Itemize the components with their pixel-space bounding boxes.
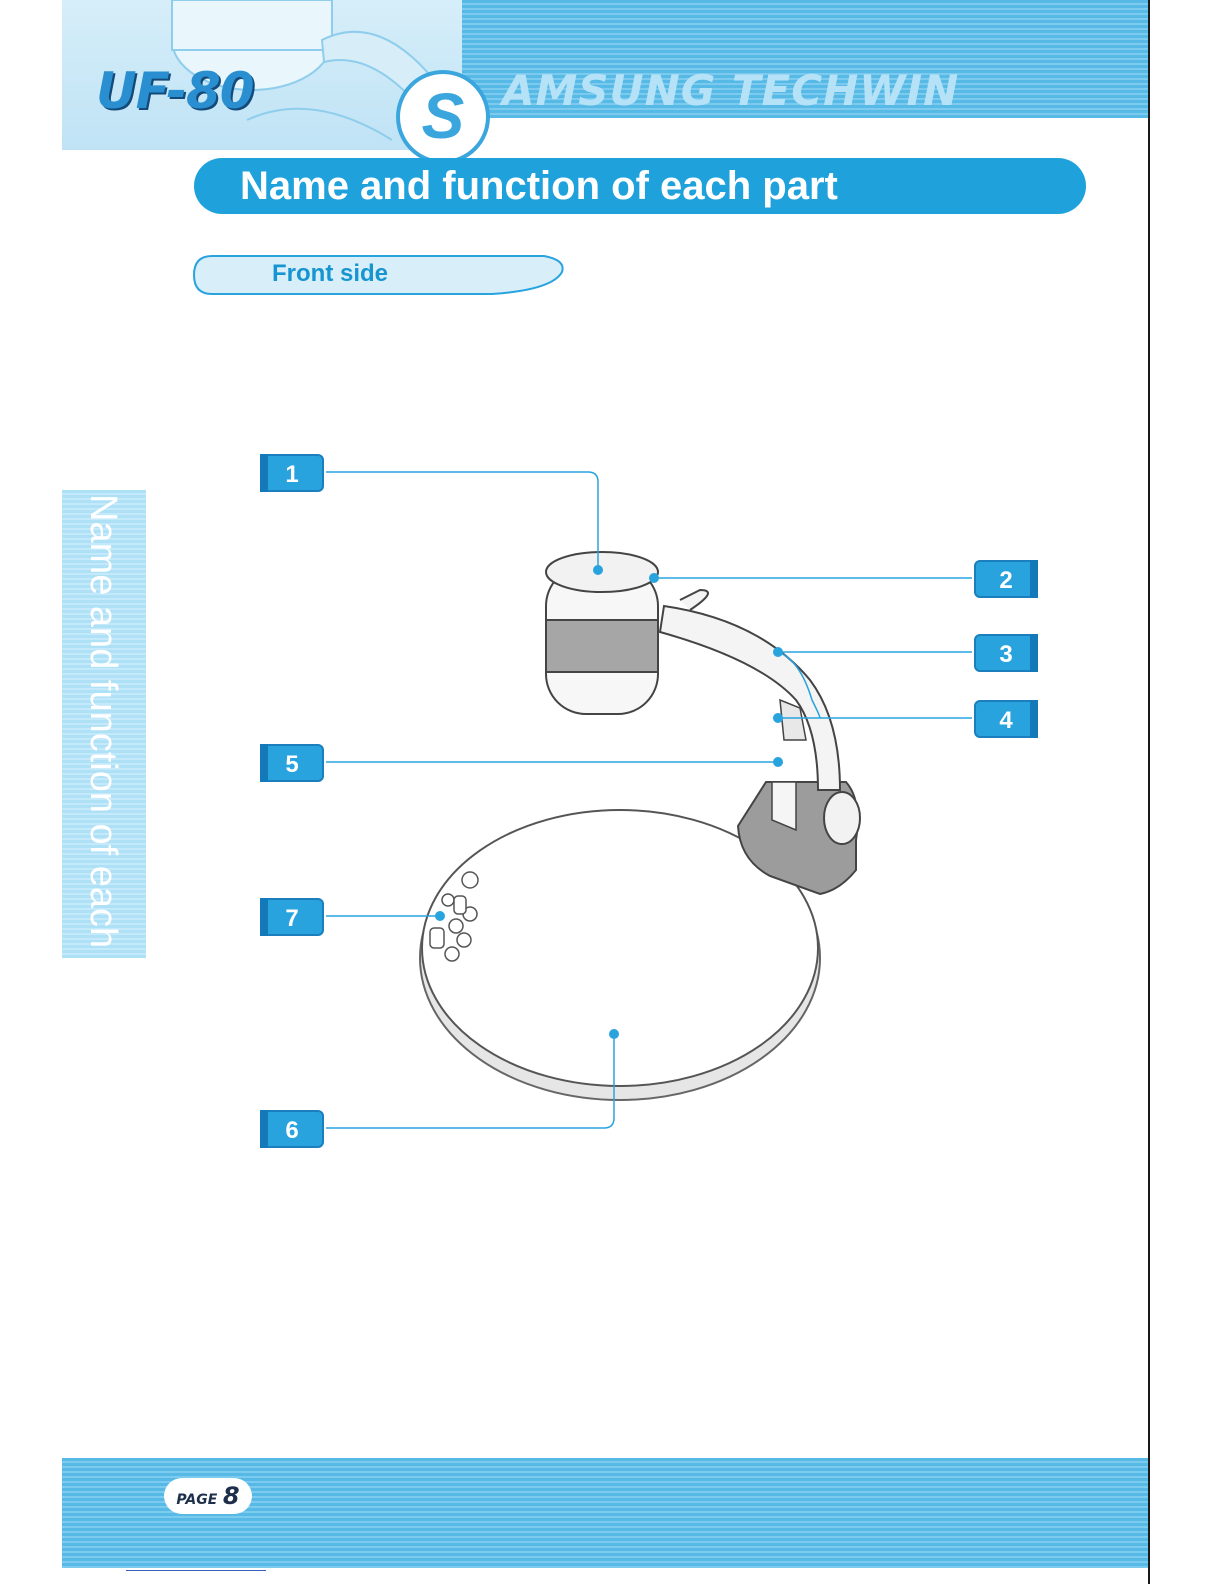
side-chapter-label: Name and function of each part bbox=[82, 494, 124, 1025]
callout-label-1: 1 bbox=[260, 454, 324, 492]
callout-label-5: 5 bbox=[260, 744, 324, 782]
callout-label-3: 3 bbox=[974, 634, 1038, 672]
section-subtitle: Front side bbox=[272, 260, 389, 287]
callout-label-4: 4 bbox=[974, 700, 1038, 738]
pedestal-knob bbox=[824, 792, 860, 844]
callout-label-6: 6 bbox=[260, 1110, 324, 1148]
page-title: Name and function of each part bbox=[194, 158, 1086, 214]
callout-label-2: 2 bbox=[974, 560, 1038, 598]
brand-name: AMSUNG TECHWIN bbox=[502, 66, 960, 115]
model-logo: UF-80 bbox=[96, 62, 254, 120]
callout-label-7: 7 bbox=[260, 898, 324, 936]
page-word: PAGE bbox=[176, 1492, 218, 1508]
brand-logo-circle: S bbox=[396, 70, 490, 164]
bottom-margin bbox=[62, 1568, 1148, 1584]
page-number-badge bbox=[164, 1478, 252, 1514]
page-number: 8 bbox=[222, 1482, 240, 1510]
camera-band bbox=[546, 620, 658, 672]
